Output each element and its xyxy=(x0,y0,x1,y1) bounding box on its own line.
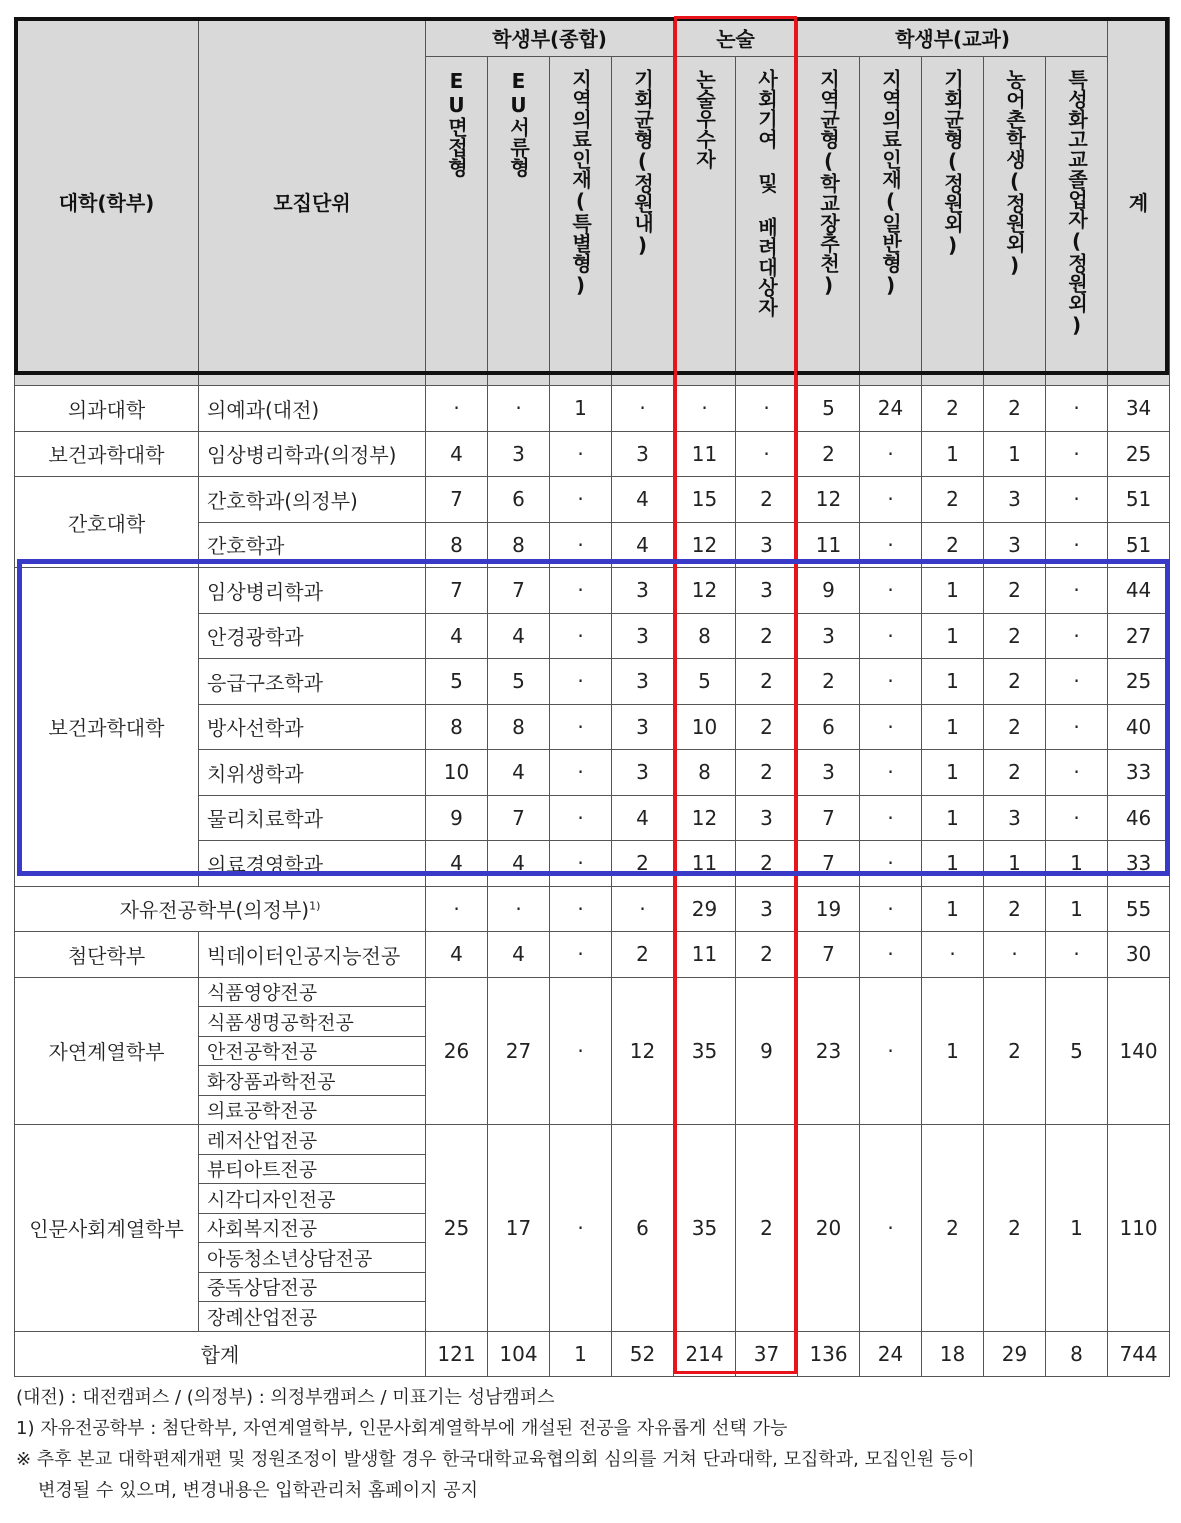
value-cell: 5 xyxy=(488,659,550,705)
value-cell: 27 xyxy=(488,977,550,1125)
unit-cell: 중독상담전공 xyxy=(199,1272,426,1302)
value-cell: 2 xyxy=(984,1125,1046,1332)
header-unit: 모집단위 xyxy=(199,18,426,386)
value-cell: 8 xyxy=(426,522,488,568)
header-col-opportunity-out: 기회균형(정원외) xyxy=(922,57,984,386)
value-cell: 26 xyxy=(426,977,488,1125)
value-cell: · xyxy=(550,977,612,1125)
table-row xyxy=(15,977,1170,1007)
value-cell: 4 xyxy=(426,932,488,978)
college-cell: 첨단학부 xyxy=(15,932,199,978)
value-cell: · xyxy=(860,659,922,705)
header-group-hakjong: 학생부(종합) xyxy=(426,18,674,57)
value-cell: 2 xyxy=(798,659,860,705)
college-cell: 보건과학대학 xyxy=(15,568,199,887)
value-cell: · xyxy=(550,431,612,477)
value-cell: 6 xyxy=(612,1125,674,1332)
value-cell: · xyxy=(922,932,984,978)
value-cell: · xyxy=(860,431,922,477)
value-cell: 8 xyxy=(488,704,550,750)
row-total-cell: 110 xyxy=(1108,1125,1170,1332)
value-cell: 11 xyxy=(674,932,736,978)
value-cell: 2 xyxy=(612,932,674,978)
value-cell: 3 xyxy=(736,568,798,614)
value-cell: 4 xyxy=(612,795,674,841)
value-cell: · xyxy=(860,1125,922,1332)
row-total-cell: 30 xyxy=(1108,932,1170,978)
value-cell: · xyxy=(984,932,1046,978)
sum-value-cell: 18 xyxy=(922,1331,984,1377)
value-cell: · xyxy=(488,886,550,932)
value-cell: 3 xyxy=(736,522,798,568)
row-total-cell: 33 xyxy=(1108,841,1170,887)
value-cell: · xyxy=(674,386,736,432)
value-cell: 1 xyxy=(922,841,984,887)
unit-cell: 임상병리학과 xyxy=(199,568,426,614)
value-cell: 3 xyxy=(612,613,674,659)
college-cell: 의과대학 xyxy=(15,386,199,432)
value-cell: 8 xyxy=(674,750,736,796)
row-total-cell: 25 xyxy=(1108,659,1170,705)
unit-cell: 물리치료학과 xyxy=(199,795,426,841)
value-cell: 2 xyxy=(736,841,798,887)
value-cell: 2 xyxy=(612,841,674,887)
unit-cell: 뷰티아트전공 xyxy=(199,1154,426,1184)
value-cell: 9 xyxy=(798,568,860,614)
value-cell: · xyxy=(1046,613,1108,659)
value-cell: 1 xyxy=(922,795,984,841)
note-change: ※ 추후 본교 대학편제개편 및 정원조정이 발생할 경우 한국대학교육협의회 심의를 거쳐 단과대학, 모집학과, 모집인원 등이 xyxy=(16,1449,975,1470)
value-cell: 2 xyxy=(984,568,1046,614)
value-cell: · xyxy=(1046,477,1108,523)
value-cell: 2 xyxy=(736,932,798,978)
value-cell: · xyxy=(736,431,798,477)
value-cell: 12 xyxy=(798,477,860,523)
unit-cell: 식품생명공학전공 xyxy=(199,1007,426,1037)
value-cell: · xyxy=(550,1125,612,1332)
row-total-cell: 27 xyxy=(1108,613,1170,659)
value-cell: 35 xyxy=(674,1125,736,1332)
note-campus: (대전) : 대전캠퍼스 / (의정부) : 의정부캠퍼스 / 미표기는 성남캠퍼스 xyxy=(16,1387,555,1408)
value-cell: 4 xyxy=(426,431,488,477)
value-cell: 10 xyxy=(426,750,488,796)
value-cell: 2 xyxy=(922,522,984,568)
value-cell: · xyxy=(1046,522,1108,568)
unit-cell: 간호학과 xyxy=(199,522,426,568)
college-cell: 보건과학대학 xyxy=(15,431,199,477)
value-cell: 3 xyxy=(612,704,674,750)
header-col-rural: 농어촌학생(정원외) xyxy=(984,57,1046,386)
value-cell: 2 xyxy=(736,659,798,705)
value-cell: 4 xyxy=(426,613,488,659)
sum-value-cell: 121 xyxy=(426,1331,488,1377)
unit-cell: 방사선학과 xyxy=(199,704,426,750)
value-cell: 2 xyxy=(922,386,984,432)
value-cell: 3 xyxy=(612,659,674,705)
value-cell: · xyxy=(1046,386,1108,432)
table-row xyxy=(15,568,1170,614)
value-cell: 7 xyxy=(488,568,550,614)
value-cell: 5 xyxy=(674,659,736,705)
sum-value-cell: 52 xyxy=(612,1331,674,1377)
value-cell: 5 xyxy=(1046,977,1108,1125)
value-cell: 3 xyxy=(736,886,798,932)
note-change-cont: 변경될 수 있으며, 변경내용은 입학관리처 홈페이지 공지 xyxy=(38,1480,478,1501)
sum-value-cell: 8 xyxy=(1046,1331,1108,1377)
value-cell: · xyxy=(550,704,612,750)
row-total-cell: 33 xyxy=(1108,750,1170,796)
table-row xyxy=(15,932,1170,978)
value-cell: 1 xyxy=(922,977,984,1125)
row-total-cell: 25 xyxy=(1108,431,1170,477)
value-cell: 10 xyxy=(674,704,736,750)
value-cell: 12 xyxy=(612,977,674,1125)
sum-value-cell: 104 xyxy=(488,1331,550,1377)
college-cell: 간호대학 xyxy=(15,477,199,568)
value-cell: 19 xyxy=(798,886,860,932)
value-cell: · xyxy=(1046,431,1108,477)
value-cell: 29 xyxy=(674,886,736,932)
header-group-nonsul: 논술 xyxy=(674,18,798,57)
value-cell: 2 xyxy=(984,659,1046,705)
unit-cell: 임상병리학과(의정부) xyxy=(199,431,426,477)
value-cell: 2 xyxy=(736,613,798,659)
value-cell: · xyxy=(1046,932,1108,978)
unit-cell: 빅데이터인공지능전공 xyxy=(199,932,426,978)
unit-cell: 식품영양전공 xyxy=(199,977,426,1007)
value-cell: 1 xyxy=(922,750,984,796)
value-cell: 7 xyxy=(798,841,860,887)
unit-cell: 시각디자인전공 xyxy=(199,1184,426,1214)
value-cell: 11 xyxy=(674,431,736,477)
footnotes xyxy=(16,1382,1166,1506)
value-cell: 4 xyxy=(488,932,550,978)
row-total-cell: 140 xyxy=(1108,977,1170,1125)
value-cell: 15 xyxy=(674,477,736,523)
value-cell: 1 xyxy=(1046,1125,1108,1332)
sum-value-cell: 29 xyxy=(984,1331,1046,1377)
value-cell: · xyxy=(550,613,612,659)
college-cell: 인문사회계열학부 xyxy=(15,1125,199,1332)
table-row xyxy=(15,1125,1170,1155)
row-total-cell: 55 xyxy=(1108,886,1170,932)
value-cell: 3 xyxy=(488,431,550,477)
value-cell: 20 xyxy=(798,1125,860,1332)
value-cell: · xyxy=(550,750,612,796)
table-row xyxy=(15,477,1170,523)
value-cell: 8 xyxy=(674,613,736,659)
unit-cell: 응급구조학과 xyxy=(199,659,426,705)
value-cell: 3 xyxy=(612,750,674,796)
value-cell: 1 xyxy=(1046,841,1108,887)
value-cell: 4 xyxy=(612,477,674,523)
value-cell: 2 xyxy=(984,613,1046,659)
value-cell: 7 xyxy=(488,795,550,841)
value-cell: 5 xyxy=(798,386,860,432)
value-cell: 7 xyxy=(798,795,860,841)
sum-value-cell: 24 xyxy=(860,1331,922,1377)
value-cell: 2 xyxy=(984,386,1046,432)
value-cell: · xyxy=(860,613,922,659)
unit-cell: 의예과(대전) xyxy=(199,386,426,432)
sum-row xyxy=(15,1331,1170,1377)
value-cell: 12 xyxy=(674,568,736,614)
value-cell: · xyxy=(860,750,922,796)
value-cell: · xyxy=(736,386,798,432)
value-cell: 3 xyxy=(612,568,674,614)
college-label: 자유전공학부(의정부) xyxy=(119,898,310,923)
value-cell: · xyxy=(1046,750,1108,796)
value-cell: · xyxy=(860,704,922,750)
unit-cell: 장례산업전공 xyxy=(199,1302,426,1332)
value-cell: 6 xyxy=(798,704,860,750)
value-cell: · xyxy=(550,932,612,978)
value-cell: 3 xyxy=(984,795,1046,841)
value-cell: 1 xyxy=(922,704,984,750)
value-cell: 1 xyxy=(922,659,984,705)
value-cell: · xyxy=(426,386,488,432)
value-cell: 4 xyxy=(488,613,550,659)
value-cell: 8 xyxy=(488,522,550,568)
value-cell: 3 xyxy=(984,477,1046,523)
value-cell: · xyxy=(550,659,612,705)
unit-cell: 안전공학전공 xyxy=(199,1036,426,1066)
sum-total-cell: 744 xyxy=(1108,1331,1170,1377)
value-cell: 9 xyxy=(426,795,488,841)
header-college: 대학(학부) xyxy=(15,18,199,386)
row-total-cell: 40 xyxy=(1108,704,1170,750)
value-cell: · xyxy=(550,795,612,841)
value-cell: 2 xyxy=(736,750,798,796)
value-cell: · xyxy=(1046,704,1108,750)
value-cell: · xyxy=(860,477,922,523)
sum-value-cell: 136 xyxy=(798,1331,860,1377)
value-cell: 4 xyxy=(488,841,550,887)
value-cell: 7 xyxy=(798,932,860,978)
sum-value-cell: 1 xyxy=(550,1331,612,1377)
value-cell: · xyxy=(860,977,922,1125)
row-total-cell: 51 xyxy=(1108,477,1170,523)
value-cell: 9 xyxy=(736,977,798,1125)
sum-value-cell: 37 xyxy=(736,1331,798,1377)
note-free-major: 1) 자유전공학부 : 첨단학부, 자연계열학부, 인문사회계열학부에 개설된 전공을 자유롭게 선택 가능 xyxy=(16,1418,788,1439)
header-col-regional-balance: 지역균형(학교장추천) xyxy=(798,57,860,386)
unit-cell: 레저산업전공 xyxy=(199,1125,426,1155)
value-cell: 2 xyxy=(736,477,798,523)
value-cell: 6 xyxy=(488,477,550,523)
value-cell: · xyxy=(860,886,922,932)
row-total-cell: 44 xyxy=(1108,568,1170,614)
header-col-social-contribution: 사회기여 및 배려대상자 xyxy=(736,57,798,386)
header-col-eu-interview: EU면접형 xyxy=(426,57,488,386)
value-cell: 2 xyxy=(736,704,798,750)
value-cell: · xyxy=(426,886,488,932)
table-row xyxy=(15,886,1170,932)
value-cell: 3 xyxy=(798,750,860,796)
value-cell: 7 xyxy=(426,477,488,523)
value-cell: 1 xyxy=(550,386,612,432)
value-cell: 4 xyxy=(488,750,550,796)
unit-cell: 아동청소년상담전공 xyxy=(199,1243,426,1273)
value-cell: · xyxy=(550,477,612,523)
header-col-opportunity-in: 기회균형(정원내) xyxy=(612,57,674,386)
sum-label: 합계 xyxy=(15,1331,426,1377)
value-cell: 2 xyxy=(984,977,1046,1125)
header-col-regional-medical-general: 지역의료인재(일반형) xyxy=(860,57,922,386)
value-cell: · xyxy=(860,522,922,568)
value-cell: · xyxy=(1046,659,1108,705)
header-col-regional-medical-special: 지역의료인재(특별형) xyxy=(550,57,612,386)
value-cell: · xyxy=(860,568,922,614)
value-cell: 35 xyxy=(674,977,736,1125)
value-cell: 24 xyxy=(860,386,922,432)
value-cell: 17 xyxy=(488,1125,550,1332)
value-cell: 3 xyxy=(984,522,1046,568)
admission-quota-table xyxy=(14,17,1170,1377)
value-cell: · xyxy=(550,522,612,568)
value-cell: 23 xyxy=(798,977,860,1125)
value-cell: · xyxy=(860,841,922,887)
row-total-cell: 46 xyxy=(1108,795,1170,841)
value-cell: · xyxy=(1046,568,1108,614)
value-cell: 1 xyxy=(922,613,984,659)
value-cell: 4 xyxy=(426,841,488,887)
value-cell: 25 xyxy=(426,1125,488,1332)
unit-cell: 사회복지전공 xyxy=(199,1213,426,1243)
college-cell xyxy=(15,886,426,932)
header-total: 계 xyxy=(1108,18,1170,386)
unit-cell: 간호학과(의정부) xyxy=(199,477,426,523)
value-cell: 2 xyxy=(736,1125,798,1332)
unit-cell: 의료경영학과 xyxy=(199,841,426,887)
college-cell: 자연계열학부 xyxy=(15,977,199,1125)
header-col-eu-document: EU서류형 xyxy=(488,57,550,386)
unit-cell: 안경광학과 xyxy=(199,613,426,659)
value-cell: 1 xyxy=(984,841,1046,887)
value-cell: 1 xyxy=(984,431,1046,477)
value-cell: 11 xyxy=(674,841,736,887)
unit-cell: 의료공학전공 xyxy=(199,1095,426,1125)
value-cell: 3 xyxy=(736,795,798,841)
value-cell: 3 xyxy=(798,613,860,659)
value-cell: 1 xyxy=(922,568,984,614)
value-cell: · xyxy=(550,886,612,932)
value-cell: 2 xyxy=(922,1125,984,1332)
value-cell: 2 xyxy=(922,477,984,523)
value-cell: 1 xyxy=(922,431,984,477)
header-group-gyogwa: 학생부(교과) xyxy=(798,18,1108,57)
footnote-mark: 1) xyxy=(309,899,321,913)
value-cell: · xyxy=(550,841,612,887)
value-cell: 2 xyxy=(984,704,1046,750)
table-row xyxy=(15,386,1170,432)
value-cell: 2 xyxy=(984,750,1046,796)
value-cell: 7 xyxy=(426,568,488,614)
value-cell: 8 xyxy=(426,704,488,750)
value-cell: · xyxy=(860,932,922,978)
value-cell: · xyxy=(1046,795,1108,841)
value-cell: 5 xyxy=(426,659,488,705)
value-cell: · xyxy=(488,386,550,432)
value-cell: 12 xyxy=(674,522,736,568)
value-cell: 2 xyxy=(984,886,1046,932)
value-cell: 3 xyxy=(612,431,674,477)
value-cell: 11 xyxy=(798,522,860,568)
value-cell: · xyxy=(612,886,674,932)
unit-cell: 화장품과학전공 xyxy=(199,1066,426,1096)
value-cell: 1 xyxy=(922,886,984,932)
value-cell: 2 xyxy=(798,431,860,477)
table-row xyxy=(15,431,1170,477)
value-cell: 12 xyxy=(674,795,736,841)
value-cell: · xyxy=(860,795,922,841)
value-cell: 1 xyxy=(1046,886,1108,932)
row-total-cell: 51 xyxy=(1108,522,1170,568)
header-col-essay-excellent: 논술우수자 xyxy=(674,57,736,386)
value-cell: · xyxy=(612,386,674,432)
unit-cell: 치위생학과 xyxy=(199,750,426,796)
header-col-vocational: 특성화고교졸업자(정원외) xyxy=(1046,57,1108,386)
value-cell: 4 xyxy=(612,522,674,568)
sum-value-cell: 214 xyxy=(674,1331,736,1377)
value-cell: · xyxy=(550,568,612,614)
row-total-cell: 34 xyxy=(1108,386,1170,432)
